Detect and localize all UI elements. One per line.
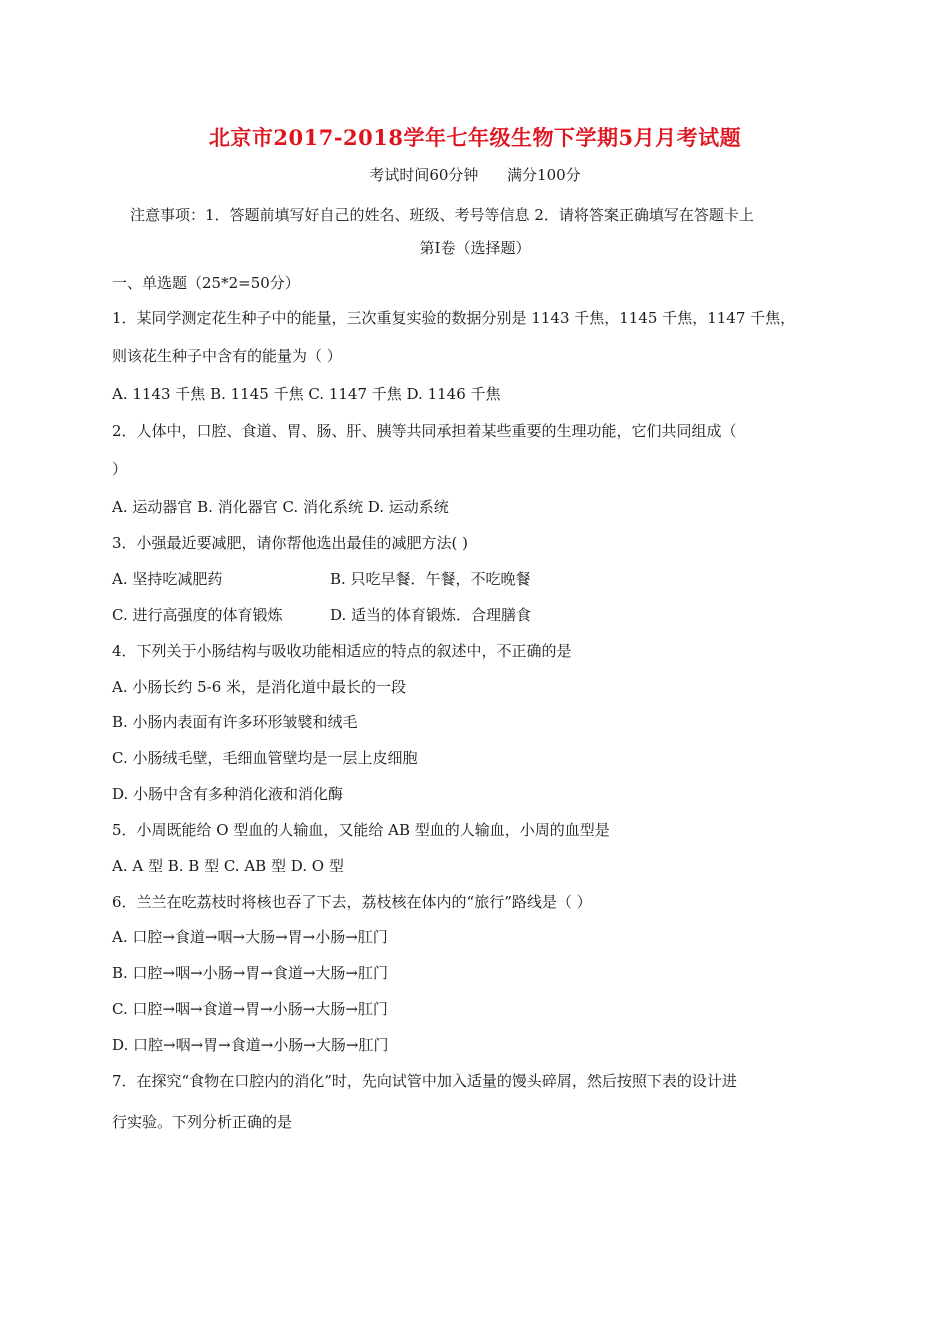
- notice-text: 注意事项：1．答题前填写好自己的姓名、班级、考号等信息 2．请将答案正确填写在答题卡上: [130, 206, 754, 224]
- volume-heading: 第Ⅰ卷（选择题）: [419, 239, 531, 257]
- question-6-option-c: C. 口腔→咽→食道→胃→小肠→大肠→肛门: [112, 1000, 388, 1018]
- question-6-option-b: B. 口腔→咽→小肠→胃→食道→大肠→肛门: [112, 964, 388, 982]
- question-4-option-c: C. 小肠绒毛壁，毛细血管壁均是一层上皮细胞: [112, 749, 418, 767]
- question-3-option-c: C. 进行高强度的体育锻炼: [112, 606, 283, 624]
- question-2-options: A. 运动器官 B. 消化器官 C. 消化系统 D. 运动系统: [112, 498, 449, 516]
- question-5-stem: 5．小周既能给 O 型血的人输血，又能给 AB 型血的人输血，小周的血型是: [112, 821, 610, 839]
- question-6-option-d: D. 口腔→咽→胃→食道→小肠→大肠→肛门: [112, 1036, 389, 1054]
- exam-time-score: 考试时间60分钟 满分100分: [369, 166, 581, 184]
- question-3-option-b: B. 只吃早餐．午餐，不吃晚餐: [330, 570, 531, 588]
- question-4-option-b: B. 小肠内表面有许多环形皱襞和绒毛: [112, 713, 358, 731]
- question-6-stem: 6．兰兰在吃荔枝时将核也吞了下去，荔枝核在体内的“旅行”路线是（ ）: [112, 893, 592, 911]
- exam-title: 北京市2017-2018学年七年级生物下学期5月月考试题: [208, 125, 742, 150]
- question-2-stem-line-2: ）: [112, 460, 128, 478]
- question-3-option-d: D. 适当的体育锻炼．合理膳食: [330, 606, 532, 624]
- section-heading: 一、单选题（25*2=50分）: [112, 274, 300, 292]
- question-4-option-d: D. 小肠中含有多种消化液和消化酶: [112, 785, 344, 803]
- question-2-stem-line-1: 2．人体中，口腔、食道、胃、肠、肝、胰等共同承担着某些重要的生理功能，它们共同组成（: [112, 422, 737, 440]
- question-7-stem-line-2: 行实验。下列分析正确的是: [112, 1113, 293, 1131]
- question-5-options: A. A 型 B. B 型 C. AB 型 D. O 型: [112, 857, 344, 875]
- question-4-option-a: A. 小肠长约 5-6 米，是消化道中最长的一段: [112, 678, 407, 696]
- question-1-options: A. 1143 千焦 B. 1145 千焦 C. 1147 千焦 D. 1146 千焦: [112, 385, 501, 403]
- question-1-stem-line-1: 1．某同学测定花生种子中的能量，三次重复实验的数据分别是 1143 千焦，1145 千焦，1147 千焦，: [112, 309, 796, 327]
- question-4-stem: 4．下列关于小肠结构与吸收功能相适应的特点的叙述中，不正确的是: [112, 642, 572, 660]
- question-7-stem-line-1: 7．在探究“食物在口腔内的消化”时，先向试管中加入适量的馒头碎屑，然后按照下表的设计进: [112, 1072, 737, 1090]
- question-3-stem: 3．小强最近要减肥，请你帮他选出最佳的减肥方法( ): [112, 534, 469, 552]
- question-3-option-a: A. 坚持吃减肥药: [112, 570, 223, 588]
- question-6-option-a: A. 口腔→食道→咽→大肠→胃→小肠→肛门: [112, 928, 388, 946]
- question-1-stem-line-2: 则该花生种子中含有的能量为（ ）: [112, 347, 342, 365]
